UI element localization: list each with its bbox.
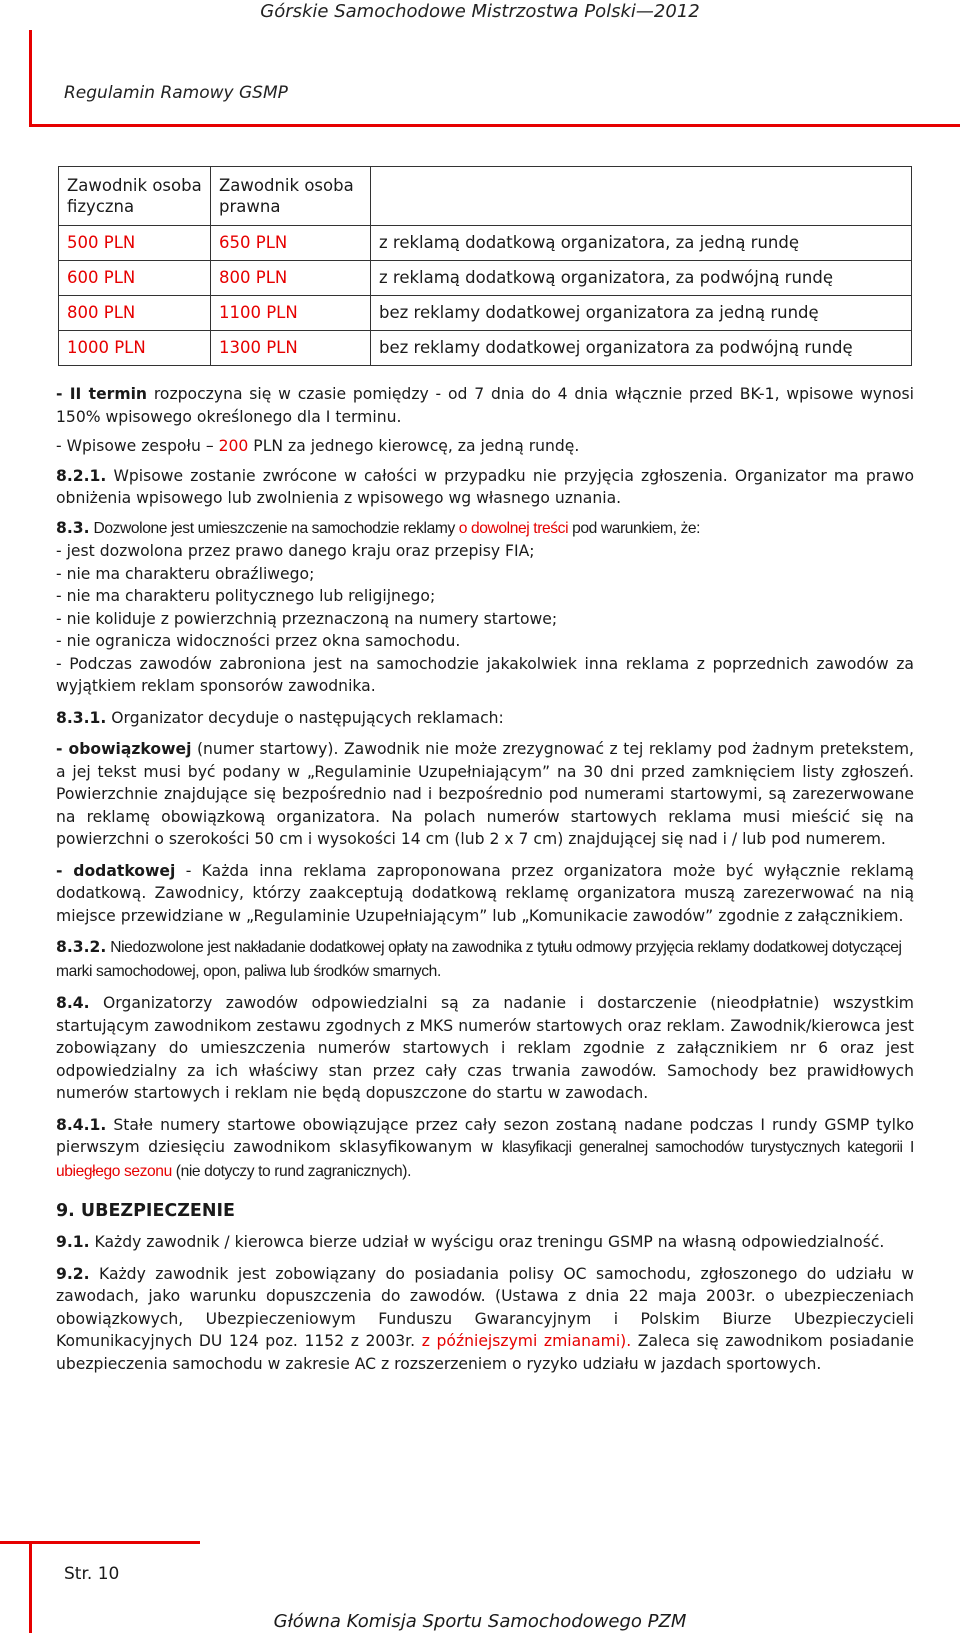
fee-description: z reklamą dodatkową organizatora, za jedną rundę: [371, 226, 912, 261]
header-cell-natural-person: Zawodnik osoba fizyczna: [59, 167, 211, 226]
header-vertical-rule: [29, 30, 32, 125]
fee-natural: 800 PLN: [59, 296, 211, 331]
paragraph-team-fee: [56, 435, 914, 458]
paragraph-second-term: [56, 383, 914, 428]
header-cell-description: [371, 167, 912, 226]
fee-legal: 1300 PLN: [211, 331, 371, 366]
section-number: 8.4.1.: [56, 1115, 107, 1134]
paragraph-text: Każdy zawodnik jest zobowiązany do posiadania polisy OC samochodu, zgłoszonego do udziału w zawodach, jako warunku dopuszczenia do zawodów. (Ustawa z dnia 22 maja 2003r. o ubezpieczeniach obowiązkowych, Ubezpieczeniowym Funduszu Gwarancyjnym i Polskim Biurze Ubezpieczycieli Komunikacyjnych DU 124 poz. 1152 z 2003r.: [56, 1264, 914, 1350]
highlight-text: o dowolnej treści: [458, 519, 569, 537]
section-8-4: [56, 992, 914, 1105]
document-name: Regulamin Ramowy GSMP: [64, 83, 288, 103]
section-number: 8.3.1.: [56, 708, 107, 727]
section-number: 8.2.1.: [56, 466, 107, 485]
fee-description: bez reklamy dodatkowej organizatora za podwójną rundę: [371, 331, 912, 366]
paragraph-text: Wpisowe zostanie zwrócone w całości w przypadku nie przyjęcia zgłoszenia. Organizator ma prawo obniżenia wpisowego lub zwolnienia z wpisowego wg własnego uznania.: [56, 466, 914, 507]
paragraph-text: Organizatorzy zawodów odpowiedzialni są za nadanie i dostarczenie (nieodpłatnie) wszystkim startującym zawodnikom zestawu zgodnych z MKS numerów startowych oraz reklam. Zawodnik/kierowca jest zobowiązany do umieszczenia numerów startowych i reklam zgodnie z załącznikiem nr 6 oraz jest odpowiedzialny za ich właściwy stan przez cały czas trwania zawodów. Samochody bez prawidłowych numerów startowych i reklam nie będą dopuszczone do startu w zawodach.: [56, 994, 914, 1102]
page-number: Str. 10: [64, 1564, 120, 1584]
team-fee-amount: 200: [218, 437, 249, 455]
section-number: 8.4.: [56, 994, 90, 1012]
paragraph-text: Organizator decyduje o następujących reklamach:: [106, 708, 504, 727]
paragraph-text: - Każda inna reklama zaproponowana przez organizatora może być wyłącznie reklamą dodatkową. Zawodnicy, którzy zaakceptują dodatkową reklamę organizatora muszą zarezerwować na nią miejsce przewidziane w „Regulaminie Uzupełniającym” lub „Komunikacie zawodów” zgodnie z załącznikiem.: [56, 861, 914, 925]
section-8-2-1: [56, 465, 914, 510]
section-8-3: [56, 517, 914, 541]
section-number: 8.3.: [56, 518, 90, 537]
paragraph-text: Zaleca się zawodnikom posiadanie ubezpieczenia samochodu w zakresie AC z rozszerzeniem o ryzyko udziału w jazdach sportowych.: [56, 1332, 914, 1373]
header-title: Górskie Samochodowe Mistrzostwa Polski—2012: [260, 1, 700, 22]
paragraph-additional-ads: [56, 860, 914, 928]
term-label: - II termin: [56, 385, 148, 403]
section-9-1: [56, 1231, 914, 1254]
footer-organization: Główna Komisja Sportu Samochodowego PZM: [273, 1611, 687, 1632]
list-item: - nie koliduje z powierzchnią przeznaczoną na numery startowe;: [56, 609, 558, 628]
paragraph-text: (nie dotyczy to rund zagranicznych).: [171, 1162, 412, 1180]
paragraph-text: - Wpisowe zespołu –: [56, 437, 219, 455]
highlight-text: z późniejszymi zmianami).: [421, 1332, 632, 1350]
fee-table-header: [59, 167, 912, 226]
paragraph-text: Stałe numery startowe obowiązujące przez cały sezon zostaną nadane podczas I rundy GSMP tylko pierwszym dziesięciu zawodnikom sklasyfikowanym w: [56, 1115, 914, 1156]
term-label: - obowiązkowej: [56, 740, 192, 758]
table-row: [59, 331, 912, 366]
fee-legal: 800 PLN: [211, 261, 371, 296]
paragraph-text: Dozwolone jest umieszczenie na samochodzie reklamy: [89, 519, 459, 537]
fee-natural: 600 PLN: [59, 261, 211, 296]
paragraph-text: Każdy zawodnik / kierowca bierze udział w wyścigu oraz treningu GSMP na własną odpowiedzialność.: [89, 1233, 885, 1251]
paragraph-text: rozpoczyna się w czasie pomiędzy - od 7 dnia do 4 dnia włącznie przed BK-1, wpisowe wynosi 150% wpisowego określonego dla I terminu.: [56, 385, 914, 426]
list-item: - nie ma charakteru obraźliwego;: [56, 564, 315, 583]
header-cell-legal-person: Zawodnik osoba prawna: [211, 167, 371, 226]
fee-legal: 1100 PLN: [211, 296, 371, 331]
section-number: 8.3.2.: [56, 938, 107, 956]
list-item: - nie ma charakteru politycznego lub religijnego;: [56, 587, 436, 605]
header-horizontal-rule: [29, 124, 960, 127]
table-row: [59, 261, 912, 296]
paragraph-text: klasyfikacji generalnej samochodów turystycznych kategorii I: [501, 1139, 914, 1156]
term-label: - dodatkowej: [56, 861, 176, 880]
fee-natural: 500 PLN: [59, 226, 211, 261]
paragraph-text: PLN za jednego kierowcę, za jedną rundę.: [248, 437, 580, 455]
paragraph-text: (numer startowy). Zawodnik nie może zrezygnować z tej reklamy pod żadnym pretekstem, a jej tekst musi być podany w „Regulaminie Uzupełniającym” na 30 dni przed zamknięciem listy zgłoszeń. Powierzchnie znajdujące się bezpośrednio nad i bezpośrednio pod numerami startowymi, są zarezerwowane na reklamę obowiązkową organizatora. Na polach numerów startowych reklama musi mieścić się na powierzchni o szerokości 50 cm i wysokości 14 cm (lub 2 x 7 cm) znajdującej się nad i / lub pod numerem.: [56, 740, 914, 848]
section-9-2: [56, 1263, 914, 1376]
fee-table: [58, 166, 912, 366]
fee-natural: 1000 PLN: [59, 331, 211, 366]
section-8-3-2: [56, 936, 914, 983]
paragraph-text: pod warunkiem, że:: [568, 519, 701, 537]
section-8-4-1: [56, 1114, 914, 1184]
table-row: [59, 226, 912, 261]
list-item: - nie ogranicza widoczności przez okna samochodu.: [56, 632, 461, 650]
section-heading-9: 9. UBEZPIECZENIE: [56, 1201, 235, 1221]
section-number: 9.1.: [56, 1233, 90, 1251]
section-number: 9.2.: [56, 1264, 90, 1283]
paragraph-text: Niedozwolone jest nakładanie dodatkowej opłaty na zawodnika z tytułu odmowy przyjęcia reklamy dodatkowej dotyczącej marki samochodowej, opon, paliwa lub środków smarnych.: [56, 939, 902, 980]
document-body: [56, 383, 914, 1375]
paragraph-prohibited-ads: - Podczas zawodów zabroniona jest na samochodzie jakakolwiek inna reklama z poprzednich zawodów za wyjątkiem reklam sponsorów zawodnika.: [56, 654, 914, 695]
fee-description: z reklamą dodatkową organizatora, za podwójną rundę: [371, 261, 912, 296]
fee-description: bez reklamy dodatkowej organizatora za jedną rundę: [371, 296, 912, 331]
section-8-3-1: [56, 707, 914, 730]
table-row: [59, 296, 912, 331]
paragraph-mandatory-ads: [56, 738, 914, 851]
highlight-text: ubiegłego sezonu: [56, 1162, 172, 1180]
fee-legal: 650 PLN: [211, 226, 371, 261]
list-item: - jest dozwolona przez prawo danego kraju oraz przepisy FIA;: [56, 542, 535, 560]
